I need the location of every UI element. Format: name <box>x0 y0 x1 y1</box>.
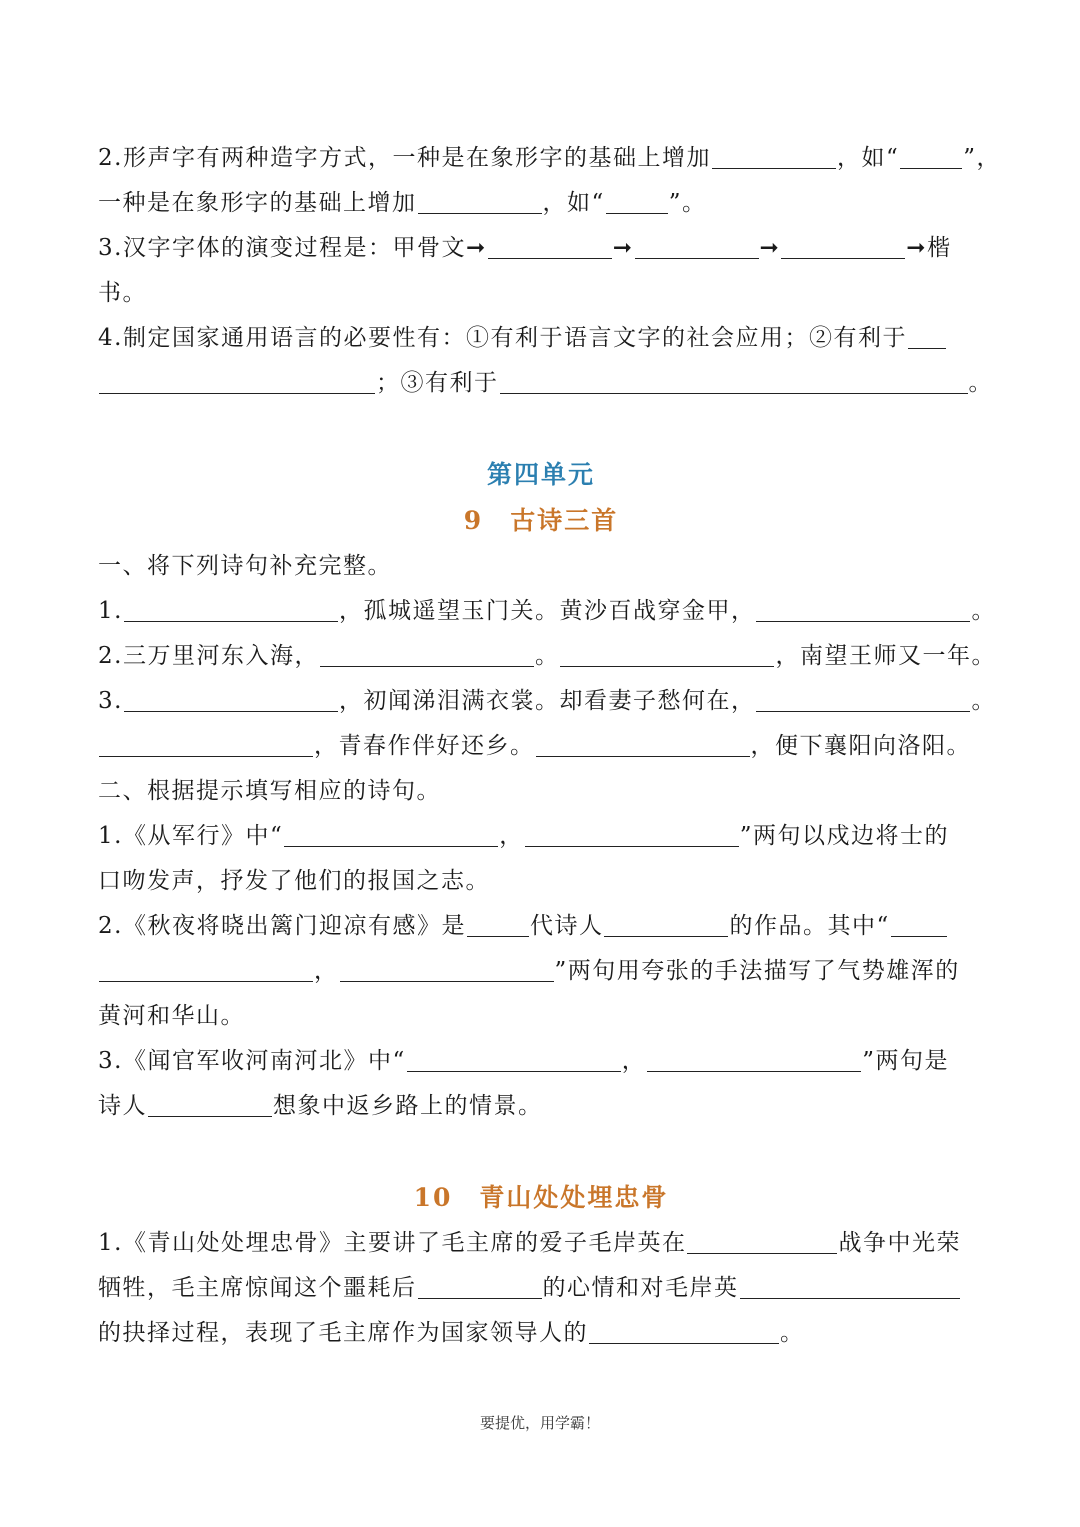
question-text: 1.《从军行》中“ <box>98 823 284 849</box>
question-text: ，如“ <box>542 190 605 216</box>
question-text: 代诗人 <box>529 913 604 939</box>
question-text: 诗人 <box>98 1093 147 1119</box>
question-text: 牺牲，毛主席惊闻这个噩耗后 <box>98 1275 417 1301</box>
question-text: ”两句用夸张的手法描写了气势雄浑的 <box>554 958 960 984</box>
part-2-title: 二、根据提示填写相应的诗句。 <box>98 778 441 804</box>
question-text: 2.《秋夜将晓出篱门迎凉有感》是 <box>98 913 466 939</box>
question-text: 楷 <box>927 235 952 261</box>
part-1-question-3-line-2 <box>98 724 984 769</box>
answer-blank[interactable] <box>418 183 542 214</box>
question-text: ， <box>621 1048 647 1074</box>
unit-title: 第四单元 <box>486 460 595 489</box>
answer-blank[interactable] <box>756 681 970 712</box>
question-text: 一种是在象形字的基础上增加 <box>98 190 417 216</box>
question-4-line-1 <box>98 316 984 361</box>
answer-blank[interactable] <box>340 951 554 982</box>
part-2-question-1-line-1 <box>98 814 984 859</box>
footer-slogan: 要提优，用学霸！ <box>479 1414 600 1432</box>
part-2-question-2-line-2 <box>98 949 984 994</box>
question-text: 。 <box>971 598 996 624</box>
question-text: 的抉择过程，表现了毛主席作为国家领导人的 <box>98 1320 588 1346</box>
worksheet-content <box>98 136 1001 1356</box>
answer-blank[interactable] <box>525 816 739 847</box>
part-1-question-1 <box>98 589 996 634</box>
part-2-question-1-line-2: 口吻发声，抒发了他们的报国之志。 <box>98 868 490 894</box>
answer-blank[interactable] <box>320 636 534 667</box>
lesson-10-title: 10 青山处处埋忠骨 <box>413 1183 669 1212</box>
question-text: ”两句以戍边将士的 <box>739 823 949 849</box>
answer-blank[interactable] <box>467 906 529 937</box>
answer-blank[interactable] <box>606 183 668 214</box>
answer-blank[interactable] <box>687 1223 837 1254</box>
arrow-icon: ➞ <box>906 235 928 261</box>
question-text: ， <box>499 823 524 849</box>
lesson-10-question-1-line-2 <box>98 1266 984 1311</box>
question-4-line-2 <box>98 361 993 406</box>
answer-blank[interactable] <box>647 1041 861 1072</box>
answer-blank[interactable] <box>781 228 905 259</box>
answer-blank[interactable] <box>756 591 970 622</box>
answer-blank[interactable] <box>418 1268 542 1299</box>
question-text: ”， <box>963 145 1001 171</box>
part-2-question-3-line-2 <box>98 1084 984 1129</box>
question-text: ”两句是 <box>862 1048 949 1074</box>
question-text: ，便下襄阳向洛阳。 <box>750 733 971 759</box>
answer-blank[interactable] <box>635 228 759 259</box>
answer-blank[interactable] <box>560 636 774 667</box>
question-text: ，孤城遥望玉门关。黄沙百战穿金甲， <box>338 598 756 624</box>
question-text: 。 <box>534 643 560 669</box>
question-text: 1. <box>98 598 123 624</box>
lesson-9-title: 9 古诗三首 <box>463 506 619 535</box>
question-text: ，如“ <box>836 145 900 171</box>
question-text: 2.形声字有两种造字方式，一种是在象形字的基础上增加 <box>98 145 711 171</box>
question-text: ， <box>314 958 339 984</box>
part-1-title: 一、将下列诗句补充完整。 <box>98 553 392 579</box>
answer-blank[interactable] <box>124 591 338 622</box>
part-2-question-2-line-1 <box>98 904 984 949</box>
answer-blank[interactable] <box>99 951 313 982</box>
question-text: ，初闻涕泪满衣裳。却看妻子愁何在， <box>338 688 756 714</box>
part-1-question-3-line-1 <box>98 679 996 724</box>
arrow-icon: ➞ <box>465 235 487 261</box>
question-2-line-2 <box>98 181 984 226</box>
question-text: ，南望王师又一年。 <box>775 643 996 669</box>
answer-blank[interactable] <box>740 1268 960 1299</box>
question-text: 的心情和对毛岸英 <box>542 1275 739 1301</box>
answer-blank[interactable] <box>604 906 728 937</box>
answer-blank[interactable] <box>536 726 750 757</box>
answer-blank[interactable] <box>284 816 498 847</box>
lesson-10-question-1-line-1 <box>98 1221 984 1266</box>
answer-blank[interactable] <box>407 1041 621 1072</box>
question-3-line-2 <box>98 271 984 316</box>
question-text: 。 <box>780 1320 805 1346</box>
answer-blank[interactable] <box>99 726 313 757</box>
answer-blank[interactable] <box>891 906 947 937</box>
question-text: 3.汉字字体的演变过程是：甲骨文 <box>98 235 466 261</box>
answer-blank[interactable] <box>148 1086 272 1117</box>
answer-blank[interactable] <box>99 363 375 394</box>
answer-blank[interactable] <box>712 138 836 169</box>
arrow-icon: ➞ <box>612 235 634 261</box>
question-text: 。 <box>968 370 993 396</box>
question-text: ，青春作伴好还乡。 <box>314 733 535 759</box>
question-text: 想象中返乡路上的情景。 <box>273 1093 543 1119</box>
question-text: 。 <box>971 688 996 714</box>
answer-blank[interactable] <box>500 363 968 394</box>
answer-blank[interactable] <box>124 681 338 712</box>
question-2-line-1 <box>98 136 1001 181</box>
part-1-question-2 <box>98 634 996 679</box>
question-text: 的作品。其中“ <box>729 913 890 939</box>
question-text: ”。 <box>668 190 707 216</box>
question-text: 1.《青山处处埋忠骨》主要讲了毛主席的爱子毛岸英在 <box>98 1230 687 1256</box>
question-text: 3. <box>98 688 123 714</box>
answer-blank[interactable] <box>908 318 946 349</box>
question-3-line-1 <box>98 226 984 271</box>
part-2-question-3-line-1 <box>98 1039 984 1084</box>
answer-blank[interactable] <box>900 138 962 169</box>
question-text: 4.制定国家通用语言的必要性有：①有利于语言文字的社会应用；②有利于 <box>98 325 907 351</box>
question-text: ；③有利于 <box>376 370 499 396</box>
question-text: 2.三万里河东入海， <box>98 643 319 669</box>
part-2-question-2-line-3: 黄河和华山。 <box>98 1003 245 1029</box>
arrow-icon: ➞ <box>759 235 781 261</box>
question-text: 战争中光荣 <box>838 1230 961 1256</box>
lesson-10-question-1-line-3 <box>98 1311 984 1356</box>
answer-blank[interactable] <box>589 1313 779 1344</box>
question-text: 3.《闻官军收河南河北》中“ <box>98 1048 406 1074</box>
question-text: 书。 <box>98 280 147 306</box>
answer-blank[interactable] <box>488 228 612 259</box>
